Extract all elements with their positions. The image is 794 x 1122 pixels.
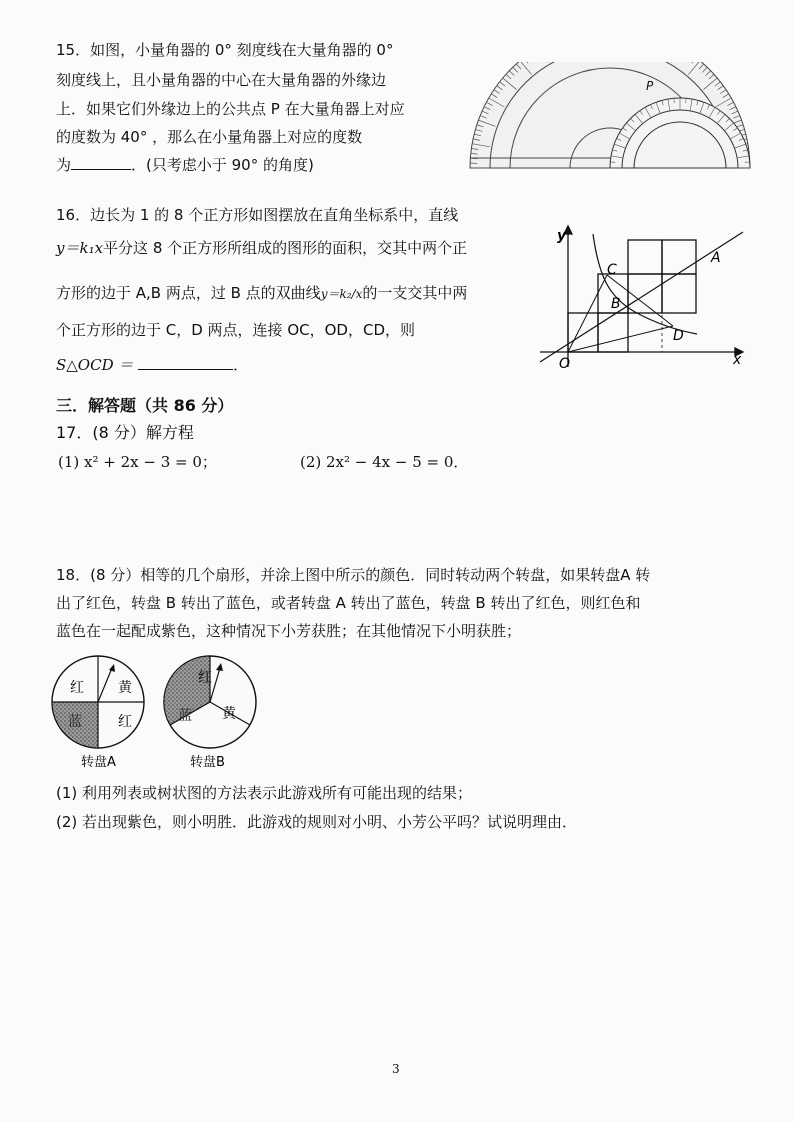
x-axis-label: x: [733, 352, 742, 368]
answer-blank: [138, 355, 233, 370]
area-expression: S△OCD ＝: [56, 356, 134, 374]
q17-part-1: (1) x² + 2x − 3 = 0；: [58, 453, 217, 471]
page-number: 3: [392, 1062, 400, 1076]
wheel-b-yellow: 黄: [222, 706, 236, 722]
q16-line-3-b: 的一支交其中两: [362, 284, 468, 302]
wheel-a-yellow: 黄: [118, 680, 132, 696]
section-title: 三．解答题（共 86 分）: [56, 396, 234, 415]
q16-line-3-a: 方形的边于 A,B 两点，过 B 点的双曲线: [56, 284, 321, 302]
point-p-label: P: [646, 79, 654, 93]
hyperbola-equation: y＝k₂/x: [320, 287, 363, 301]
wheel-b: [164, 656, 256, 748]
wheel-a-blue: 蓝: [68, 714, 82, 730]
q16-line-4: 个正方形的边于 C，D 两点，连接 OC，OD，CD，则: [56, 321, 415, 339]
q18-line-1: 18．(8 分）相等的几个扇形，并涂上图中所示的颜色．同时转动两个转盘，如果转盘A 转: [56, 566, 651, 584]
q15-line-2: 刻度线上，且小量角器的中心在大量角器的外缘边: [56, 71, 387, 89]
wheel-a-red-1: 红: [70, 680, 84, 696]
q16-line-3: [56, 283, 467, 304]
line-equation: y＝k₁x: [56, 239, 104, 257]
origin-label: O: [559, 356, 571, 370]
wheel-a-red-2: 红: [118, 714, 132, 730]
wheel-a: [52, 656, 144, 748]
point-a-label: A: [711, 250, 721, 266]
q15-line-3: 上．如果它们外缘边上的公共点 P 在大量角器上对应: [56, 100, 405, 118]
coordinate-figure: [535, 222, 750, 370]
q16-line-2-text: 平分这 8 个正方形所组成的图形的面积，交其中两个正: [103, 239, 468, 257]
point-b-label: B: [611, 296, 621, 312]
q15-line-1: 15．如图，小量角器的 0° 刻度线在大量角器的 0°: [56, 41, 394, 59]
q17-title: 17．(8 分）解方程: [56, 423, 194, 442]
q15-prefix: 为: [56, 156, 72, 174]
q18-sub-1: (1) 利用列表或树状图的方法表示此游戏所有可能出现的结果；: [56, 784, 473, 802]
y-axis-label: y: [557, 228, 567, 244]
protractor-figure: [468, 62, 753, 174]
q18-line-3: 蓝色在一起配成紫色，这种情况下小芳获胜；在其他情况下小明获胜；: [56, 622, 522, 640]
q15-line-4: 的度数为 40° ，那么在小量角器上对应的度数: [56, 128, 363, 146]
wheel-b-red: 红: [198, 670, 212, 686]
q15-line-5: [56, 155, 314, 175]
q15-suffix: ．(只考虑小于 90° 的角度): [131, 156, 314, 174]
wheel-b-blue: 蓝: [178, 708, 192, 724]
q16-line-2: [56, 238, 467, 258]
point-d-label: D: [673, 328, 684, 344]
wheel-a-caption: 转盘A: [81, 755, 116, 770]
q16-line-5: [56, 355, 248, 375]
q18-line-2: 出了红色，转盘 B 转出了蓝色，或者转盘 A 转出了蓝色，转盘 B 转出了红色，则红色和: [56, 594, 641, 612]
q16-end: ．: [233, 356, 249, 374]
segment-od: [568, 326, 673, 352]
answer-blank: [71, 155, 131, 170]
spinner-figure: [48, 652, 278, 772]
q18-sub-2: (2) 若出现紫色，则小明胜．此游戏的规则对小明、小芳公平吗？试说明理由．: [56, 813, 578, 831]
point-c-label: C: [607, 262, 617, 278]
wheel-b-caption: 转盘B: [190, 755, 225, 770]
q16-line-1: 16．边长为 1 的 8 个正方形如图摆放在直角坐标系中，直线: [56, 206, 459, 224]
hyperbola-curve: [593, 234, 697, 334]
q17-part-2: (2) 2x² − 4x − 5 = 0．: [300, 453, 469, 471]
